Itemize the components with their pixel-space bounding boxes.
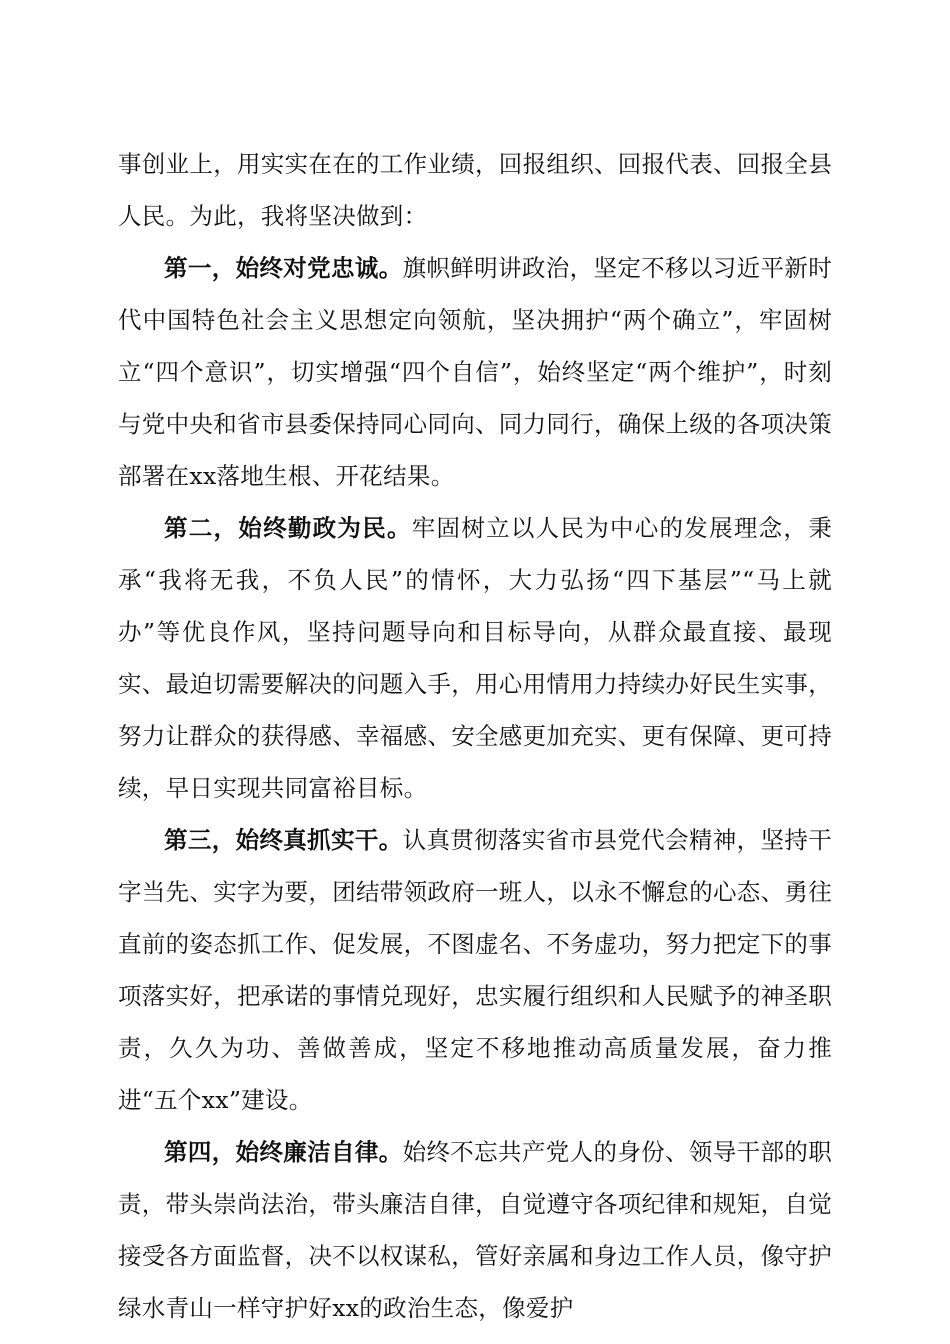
paragraph-continuation: [118, 138, 832, 242]
document-body: [118, 138, 832, 1334]
paragraph-heading: 第四，始终廉洁自律。: [164, 1138, 403, 1166]
paragraph-text: 旗帜鲜明讲政治，坚定不移以习近平新时代中国特色社会主义思想定向领航，坚决拥护“两个确立”，牢固树立“四个意识”，切实增强“四个自信”，始终坚定“两个维护”，时刻与党中央和省市县委保持同心同向、同力同行，确保上级的各项决策部署在xx落地生根、开花结果。: [118, 254, 832, 490]
paragraph-hard-work: [118, 814, 832, 1126]
paragraph-text: 始终不忘共产党人的身份、领导干部的职责，带头崇尚法治，带头廉洁自律，自觉遵守各项纪律和规矩，自觉接受各方面监督，决不以权谋私，管好亲属和身边工作人员，像守护绿水青山一样守护好xx的政治生态，像爱护: [118, 1138, 832, 1322]
paragraph-loyalty: [118, 242, 832, 502]
paragraph-text: 认真贯彻落实省市县党代会精神，坚持干字当先、实字为要，团结带领政府一班人，以永不懈怠的心态、勇往直前的姿态抓工作、促发展，不图虚名、不务虚功，努力把定下的事项落实好，把承诺的事情兑现好，忠实履行组织和人民赋予的神圣职责，久久为功、善做善成，坚定不移地推动高质量发展，奋力推进“五个xx”建设。: [118, 826, 832, 1114]
paragraph-heading: 第二，始终勤政为民。: [164, 514, 412, 542]
paragraph-text: 牢固树立以人民为中心的发展理念，秉承“我将无我，不负人民”的情怀，大力弘扬“四下基层”“马上就办”等优良作风，坚持问题导向和目标导向，从群众最直接、最现实、最迫切需要解决的问题入手，用心用情用力持续办好民生实事，努力让群众的获得感、幸福感、安全感更加充实、更有保障、更可持续，早日实现共同富裕目标。: [118, 514, 832, 802]
paragraph-diligence: [118, 502, 832, 814]
paragraph-text: 事创业上，用实实在在的工作业绩，回报组织、回报代表、回报全县人民。为此，我将坚决做到：: [118, 150, 832, 230]
paragraph-integrity: [118, 1126, 832, 1334]
paragraph-heading: 第三，始终真抓实干。: [164, 826, 403, 854]
paragraph-heading: 第一，始终对党忠诚。: [164, 254, 403, 282]
